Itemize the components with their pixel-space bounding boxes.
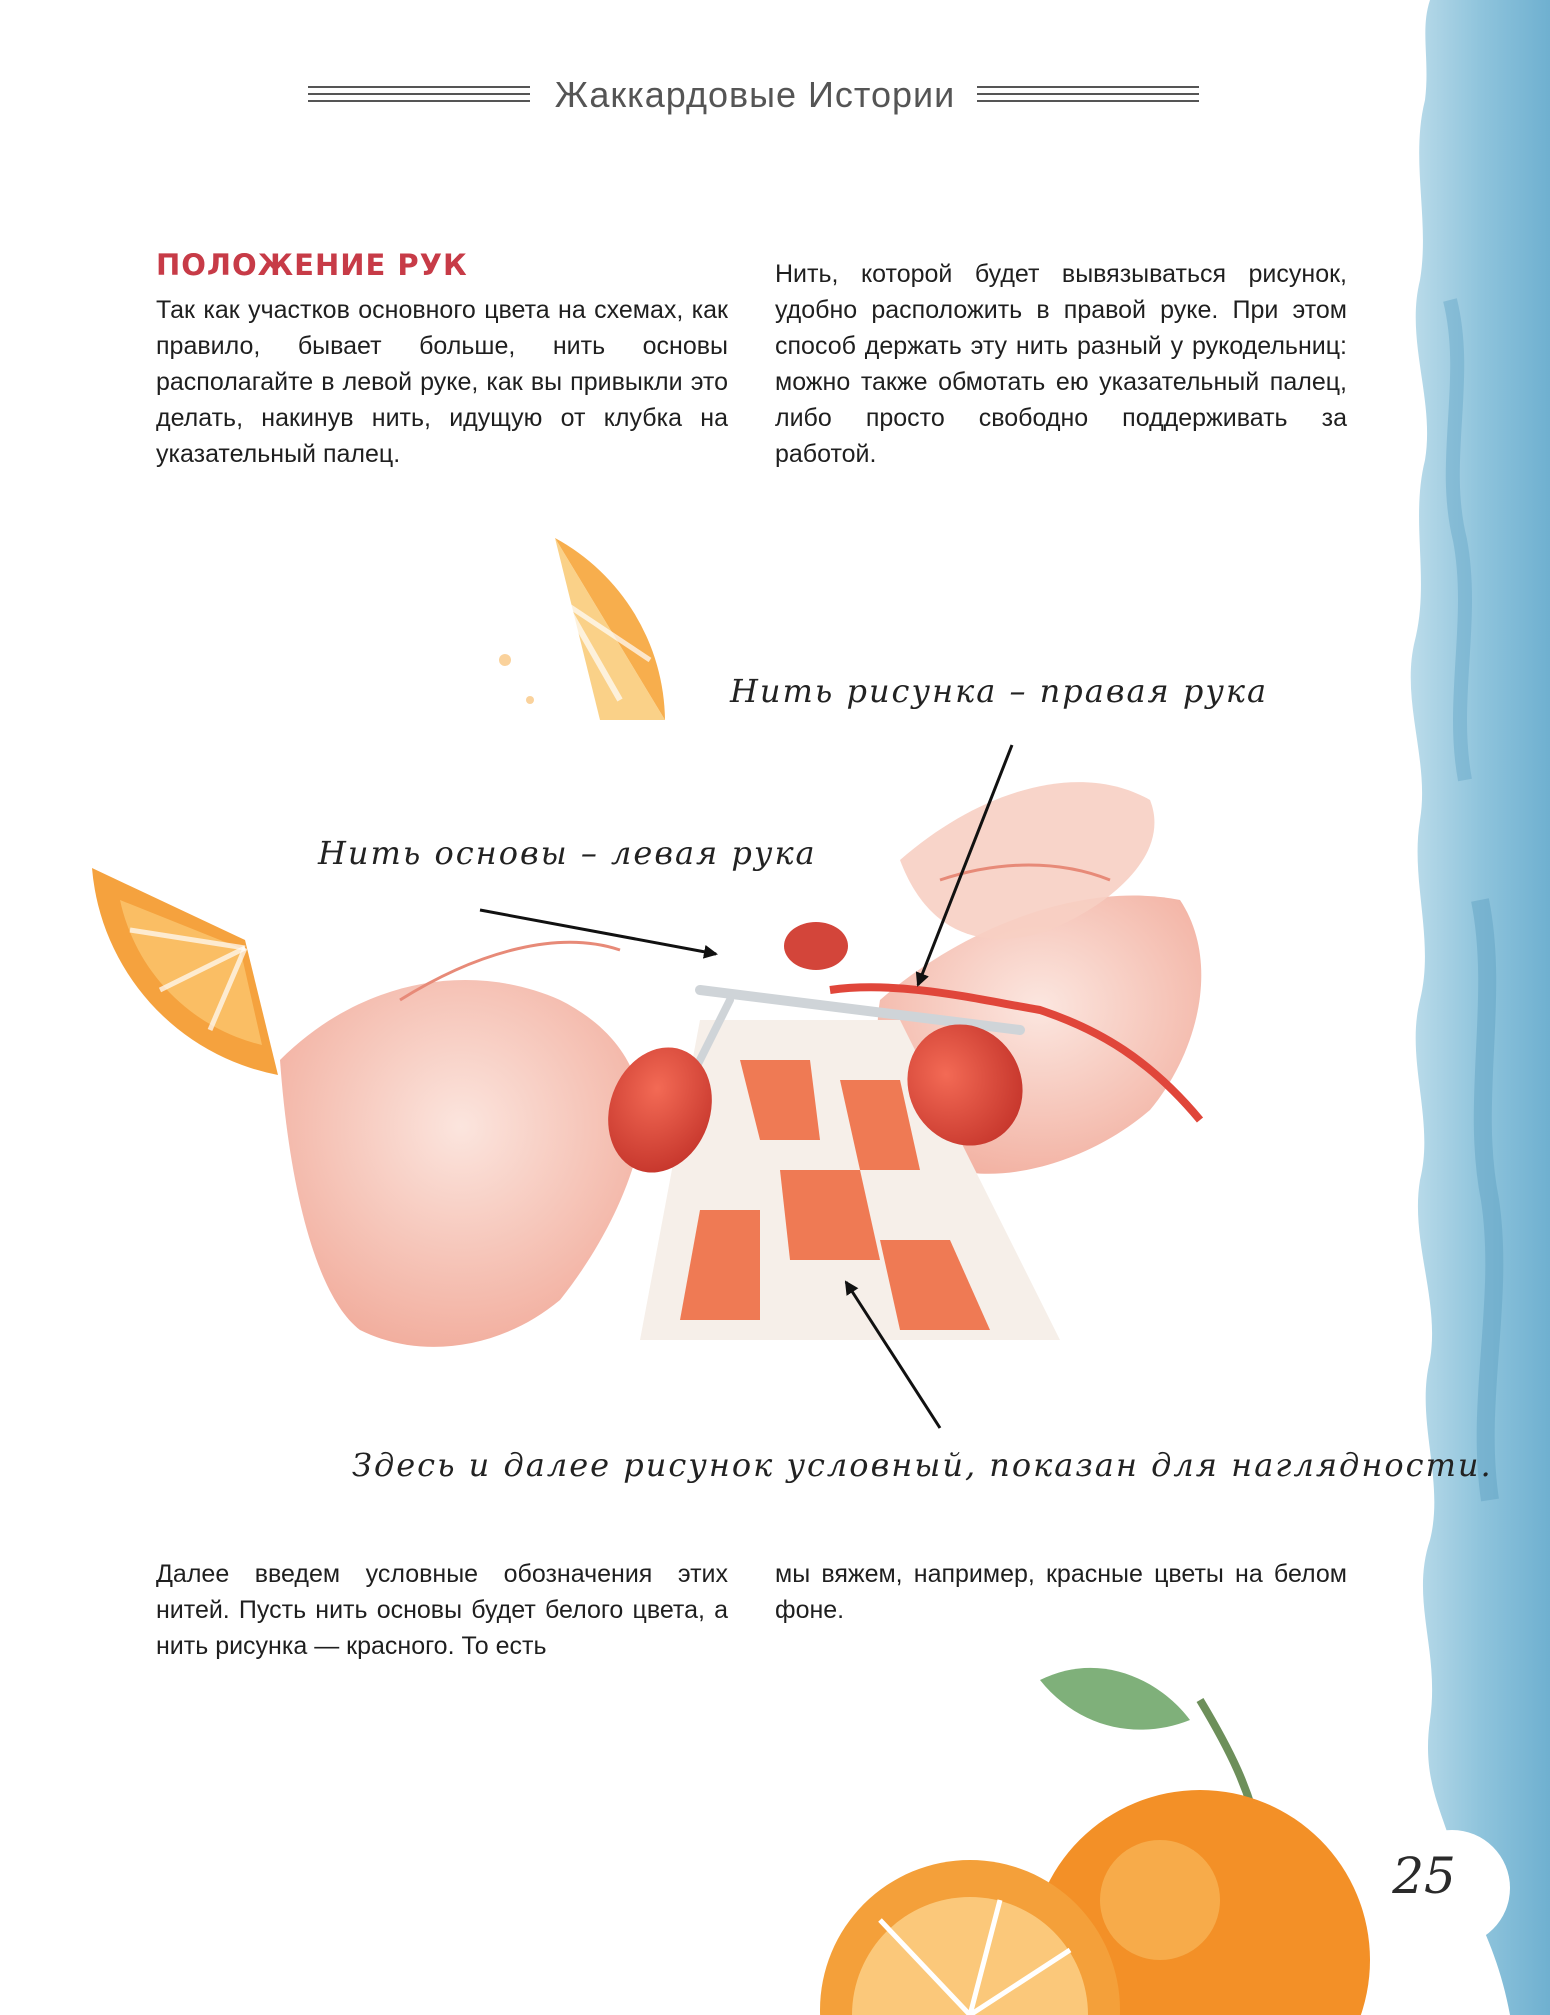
caption-illustration-note: Здесь и далее рисунок условный, показан для наглядности. xyxy=(352,1446,1493,1484)
section-heading: ПОЛОЖЕНИЕ РУК xyxy=(156,248,468,282)
orange-slice-top xyxy=(499,538,665,720)
index-nail xyxy=(784,922,848,970)
bottom-paragraph-right: мы вяжем, например, красные цветы на белом фоне. xyxy=(775,1560,1347,1624)
arrow-base-yarn xyxy=(480,910,716,954)
running-header: Жаккардовые Истории xyxy=(554,74,956,115)
caption-base-yarn: Нить основы – левая рука xyxy=(318,834,817,872)
caption-pattern-yarn: Нить рисунка – правая рука xyxy=(730,672,1269,710)
bottom-paragraph-left: Далее введем условные обозначения этих нитей. Пусть нить основы будет белого цвета, а нить рисунка — красного. То есть xyxy=(156,1560,728,1660)
paragraph-right-column: Нить, которой будет вывязываться рисунок, удобно расположить в правой руке. При этом способ держать эту нить разный у рукодельниц: можно также обмотать ею указательный палец, либо просто свободно поддерживать за работой. xyxy=(775,260,1347,468)
whole-oranges xyxy=(820,1668,1370,2015)
orange-slice-left xyxy=(92,868,278,1075)
paragraph-left-column: Так как участков основного цвета на схемах, как правило, бывает больше, нить основы располагайте в левой руке, как вы привыкли это делать, накинув нить, идущую от клубка на указательный палец. xyxy=(156,296,728,468)
page-number: 25 xyxy=(1392,1847,1456,1905)
